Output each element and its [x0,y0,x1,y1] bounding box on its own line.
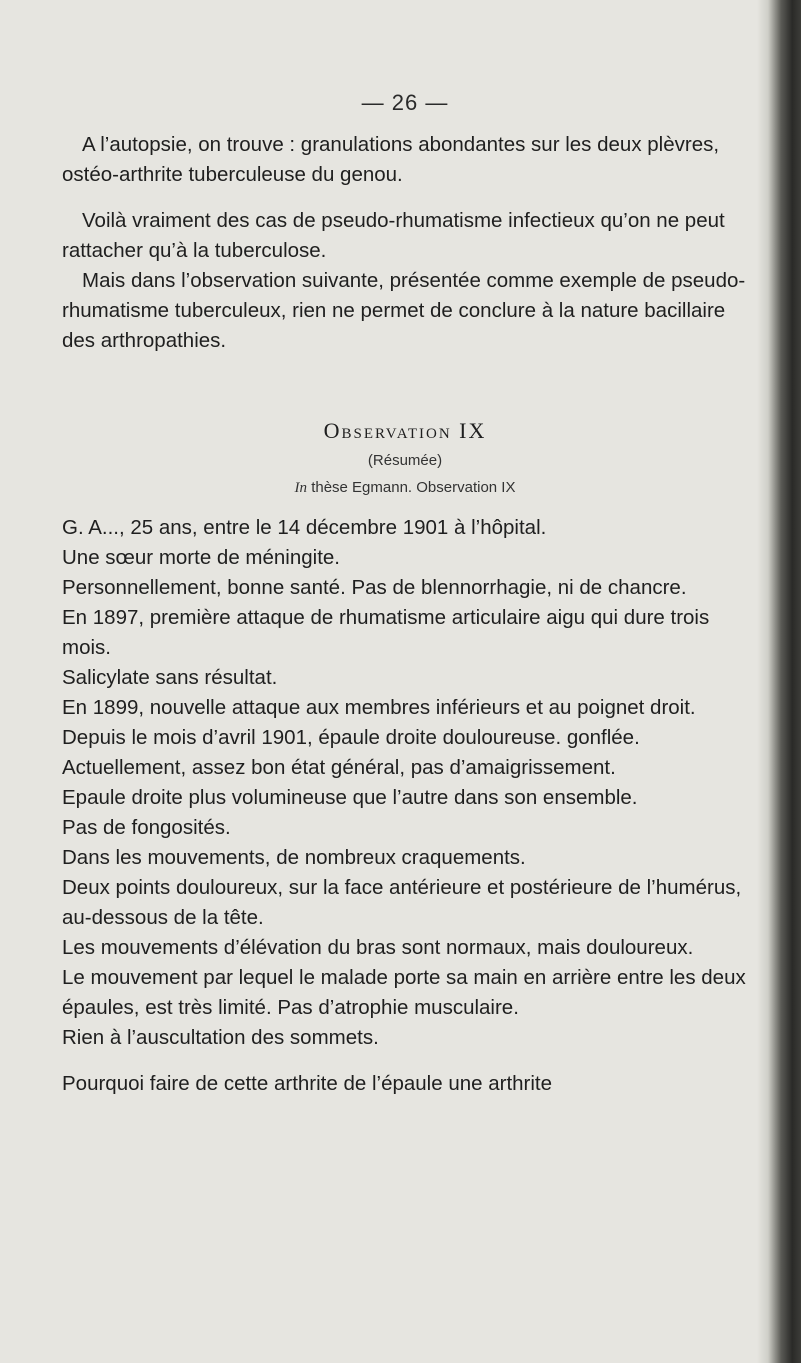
observation-title-text: Observation IX [323,418,487,443]
page-number: — 26 — [361,90,449,115]
observation-line: Salicylate sans résultat. [62,666,278,689]
intro-paragraph-1: A l’autopsie, on trouve : granulations abondantes sur les deux plèvres, ostéo-arthrite tuberculeuse du genou. [62,133,720,186]
observation-body [62,513,748,1099]
observation-title [62,418,748,444]
observation-line: Le mouvement par lequel le malade porte sa main en arrière entre les deux épaules, est très limité. Pas d’atrophie musculaire. [62,966,746,1019]
intro-paragraph-2: Voilà vraiment des cas de pseudo-rhumatisme infectieux qu’on ne peut rattacher qu’à la tuberculose. [62,209,725,262]
observation-line: Rien à l’auscultation des sommets. [62,1026,379,1049]
observation-line: En 1897, première attaque de rhumatisme articulaire aigu qui dure trois mois. [62,606,710,659]
intro-paragraph-3: Mais dans l’observation suivante, présentée comme exemple de pseudo-rhumatisme tuberculeux, rien ne permet de conclure à la nature bacillaire des arthropathies. [62,269,746,352]
observation-line: Les mouvements d’élévation du bras sont normaux, mais douloureux. [62,936,694,959]
observation-line: Pas de fongosités. [62,816,231,839]
observation-line: Dans les mouvements, de nombreux craquements. [62,846,526,869]
observation-line: Une sœur morte de méningite. [62,546,341,569]
observation-line: Epaule droite plus volumineuse que l’autre dans son ensemble. [62,786,638,809]
observation-subtitle: (Résumée) [367,452,443,469]
observation-source-prefix: In [294,480,308,496]
observation-line: Deux points douloureux, sur la face antérieure et postérieure de l’humérus, au-dessous de la tête. [62,876,742,929]
observation-line: Depuis le mois d’avril 1901, épaule droite douloureuse. gonflée. [62,726,640,749]
observation-source [62,479,748,497]
observation-source-text: thèse Egmann. Observation IX [311,479,516,496]
observation-line: Personnellement, bonne santé. Pas de blennorrhagie, ni de chancre. [62,576,687,599]
closing-line: Pourquoi faire de cette arthrite de l’épaule une arthrite [62,1072,553,1095]
page-content [62,90,748,1099]
observation-line: En 1899, nouvelle attaque aux membres inférieurs et au poignet droit. [62,696,696,719]
page-edge-shadow [757,0,801,1363]
observation-line: G. A..., 25 ans, entre le 14 décembre 1901 à l’hôpital. [62,516,547,539]
observation-line: Actuellement, assez bon état général, pas d’amaigrissement. [62,756,616,779]
